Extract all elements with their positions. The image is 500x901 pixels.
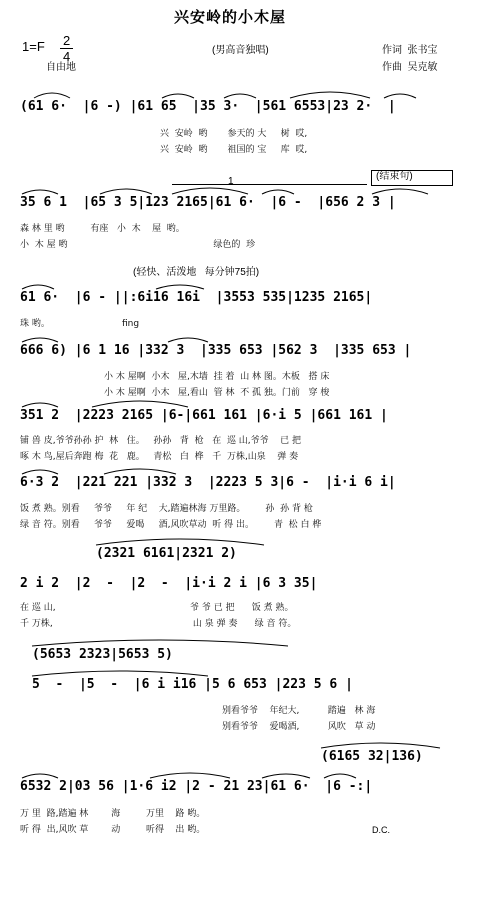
lyrics-verse-2: 听 得 出,风吹 草 动 听得 出 哟。 [20, 825, 206, 835]
notation-line: 666 6) |6 1 16 |332 3 |335 653 |562 3 |335 653 | [20, 343, 412, 358]
song-subtitle: (男高音独唱) [212, 45, 269, 56]
volta-bracket [172, 184, 367, 185]
lyrics-verse-1: 在 巡 山, 爷 爷 已 把 饭 煮 熟。 [20, 603, 294, 613]
lyrics-verse-1: 森 林 里 哟 有座 小 木 屋 哟。 [20, 224, 185, 234]
lyrics-verse-2: 小 木 屋啊 小木 屋,看山 管 林 不 孤 独。门前 穿 梭 [104, 388, 330, 398]
notation-line: 5 - |5 - |6 i i16 |5 6 653 |223 5 6 | [32, 677, 353, 692]
fing-text: fing [122, 319, 140, 329]
aux-notation-line: (5653 2323|5653 5) [32, 647, 173, 662]
time-signature-bottom: 4 [63, 49, 71, 64]
lyrics-verse-1: 小 木 屋啊 小木 屋,木墙 挂 着 山 林 图。木板 搭 床 [104, 372, 330, 382]
key-signature: 1=F [22, 39, 45, 54]
ending-label: (结束句) [376, 171, 413, 182]
volta-number: 1 [228, 176, 234, 187]
lyrics-verse-2: 千 万株, 山 泉 弹 奏 绿 音 符。 [20, 619, 297, 629]
time-signature-top: 2 [63, 33, 71, 48]
lyrics-verse-1: 铺 兽 皮,爷爷孙孙 护 林 住。 孙孙 背 枪 在 巡 山,爷爷 已 把 [20, 436, 301, 446]
notation-line: (61 6· |6 -) |61 65 |35 3· |561 6553|23 2· | [20, 99, 396, 114]
tempo-change: (轻快、活泼地 每分钟75拍) [133, 267, 260, 278]
song-title: 兴安岭的小木屋 [174, 9, 287, 26]
notation-line: 6·3 2 |221 221 |332 3 |2223 5 3|6 - |i·i 6 i| [20, 475, 396, 490]
notation-line: 61 6· |6 - ||:6i16 16i |3553 535|1235 2165| [20, 290, 373, 305]
notation-line: 6532 2|03 56 |1·6 i2 |2 - 21 23|61 6· |6 -:| [20, 779, 373, 794]
lyrics-verse-1: 别看爷爷 年纪大, 踏遍 林 海 [222, 706, 376, 716]
lyrics-verse-2: 绿 音 符。别看 爷爷 爱喝 酒,风吹草动 听 得 出。 青 松 白 桦 [20, 520, 322, 530]
lyrics-verse-1: 珠 哟。 [20, 319, 50, 329]
lyrics-verse-2: 别看爷爷 爱喝酒, 风吹 草 动 [222, 722, 376, 732]
lyrics-verse-2: 兴 安岭 哟 祖国的 宝 库 哎, [160, 145, 308, 155]
lyricist-credit: 作词 张书宝 [382, 45, 438, 56]
lyrics-verse-1: 万 里 路,踏遍 林 海 万里 路 哟。 [20, 809, 206, 819]
lyrics-verse-2: 啄 木 鸟,屋后奔跑 梅 花 鹿。 青松 白 桦 千 万株,山泉 弹 奏 [20, 452, 299, 462]
notation-line: 351 2 |2223 2165 |6-|661 161 |6·i 5 |661 161 | [20, 408, 388, 423]
da-capo-mark: D.C. [372, 825, 390, 835]
notation-line: 2 i 2 |2 - |2 - |i·i 2 i |6 3 35| [20, 576, 318, 591]
composer-credit: 作曲 吴克敏 [382, 62, 438, 73]
lyrics-verse-2: 小 木 屋 哟 绿色的 珍 [20, 240, 256, 250]
lyrics-verse-1: 饭 煮 熟。别看 爷爷 年 纪 大,踏遍林海 万里路。 孙 孙 背 枪 [20, 504, 313, 514]
aux-notation-line: (2321 6161|2321 2) [96, 546, 237, 561]
lyrics-verse-1: 兴 安岭 哟 参天的 大 树 哎, [160, 129, 308, 139]
tempo-note: 自由地 [46, 62, 76, 73]
aux-notation-line: (6165 32|136) [321, 749, 423, 764]
notation-line: 35 6 1 |65 3 5|123 2165|61 6· |6 - |656 2 3 | [20, 195, 396, 210]
